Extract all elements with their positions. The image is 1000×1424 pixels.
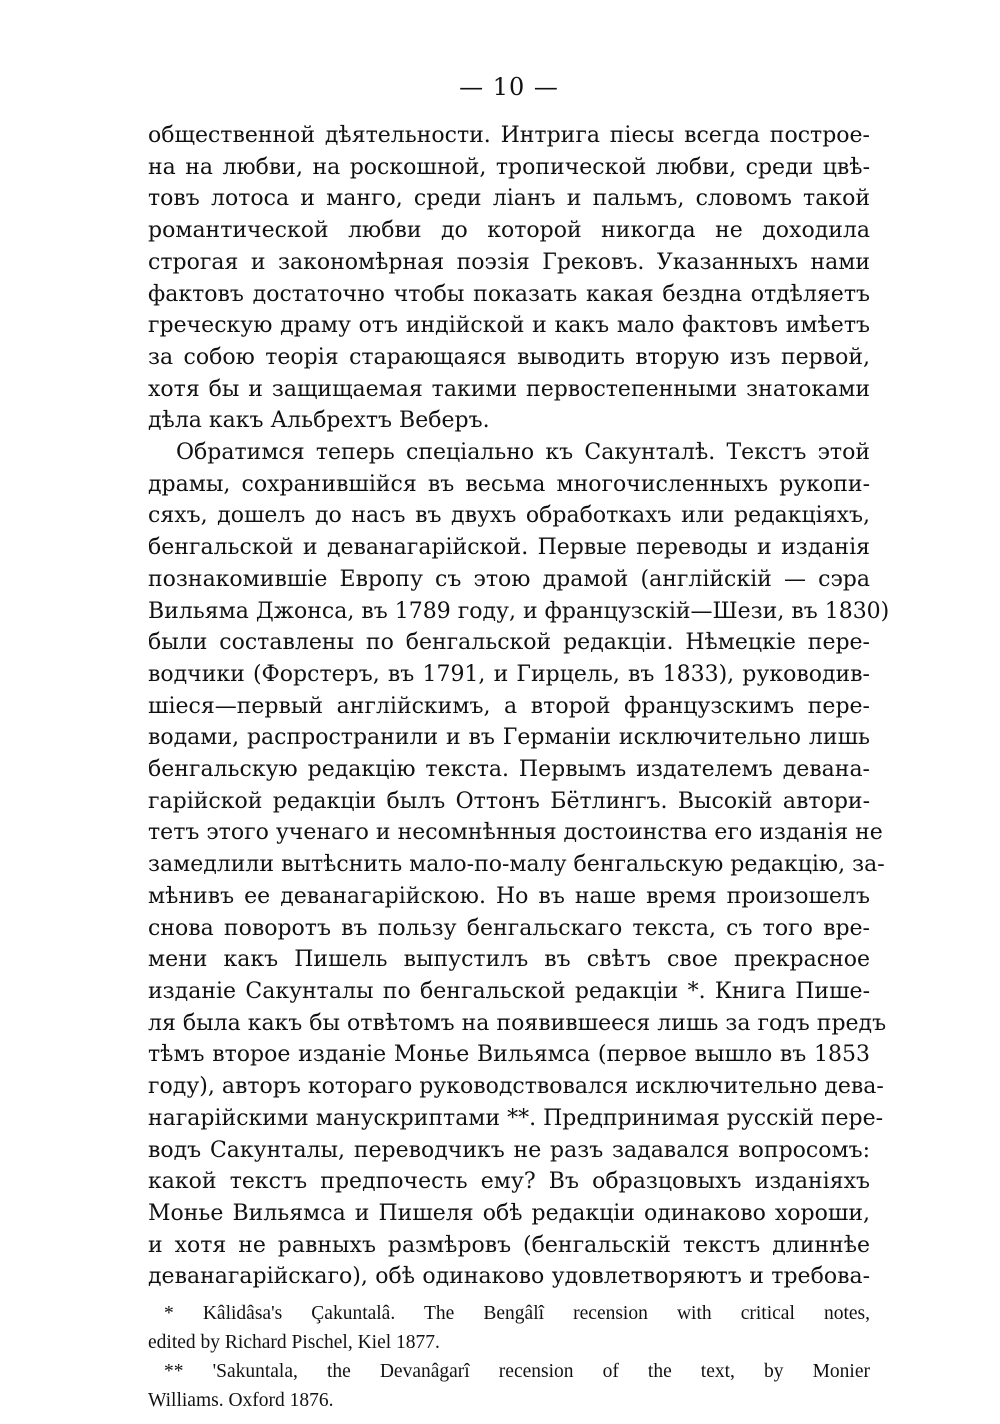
- text-line: какой текстъ предпочесть ему? Въ образцовыхъ изданіяхъ: [148, 1169, 870, 1195]
- text-line: бенгальской и деванагарійской. Первые переводы и изданія: [148, 535, 870, 561]
- text-line: были составлены по бенгальской редакціи. Нѣмецкіе пере-: [148, 630, 870, 656]
- text-line: бенгальскую редакцію текста. Первымъ издателемъ деванa-: [148, 757, 870, 783]
- text-line: драмы, сохранившійся въ весьма многочисленныхъ рукопи-: [148, 471, 870, 497]
- text-line: общественной дѣятельности. Интрига піесы всегда построе-: [148, 123, 870, 148]
- text-line: строгая и закономѣрная поэзія Грековъ. Указанныхъ нами: [148, 249, 870, 275]
- text-line: познакомившіе Европу съ этою драмой (англійскій — сэра: [148, 566, 870, 592]
- footnote-line: * Kâlidâsa's Çakuntalâ. The Bengâlî recension with critical notes,: [164, 1303, 870, 1325]
- text-line: шіеся—первый англійскимъ, а второй французскимъ пере-: [148, 693, 870, 719]
- text-line: Вильяма Джонса, въ 1789 году, и французскій—Шези, въ 1830): [148, 598, 890, 624]
- text-line: товъ лотоса и манго, среди ліанъ и пальмъ, словомъ такой: [148, 186, 870, 212]
- text-line: ля была какъ бы отвѣтомъ на появившееся лишь за годъ предъ: [148, 1010, 887, 1036]
- footnote-line: Williams. Oxford 1876.: [148, 1390, 334, 1412]
- text-line: Обратимся теперь спеціально къ Сакунталѣ. Текстъ этой: [176, 440, 870, 466]
- text-line: изданіе Сакунталы по бенгальской редакціи *. Книга Пише-: [148, 978, 870, 1004]
- text-line: нагарійскими манускриптами **. Предпринимая русскій пере-: [148, 1105, 884, 1131]
- text-line: романтической любви до которой никогда не доходила: [148, 218, 870, 244]
- text-line: греческую драму отъ индійской и какъ мало фактовъ имѣетъ: [148, 313, 870, 339]
- text-line: году), авторъ котораго руководствовался исключительно дева-: [148, 1074, 884, 1100]
- text-line: водами, распространили и въ Германіи исключительно лишь: [148, 725, 870, 751]
- text-line: замедлили вытѣснить мало-по-малу бенгальскую редакцію, за-: [148, 852, 885, 878]
- text-line: Монье Вильямса и Пишеля обѣ редакціи одинаково хороши,: [148, 1200, 870, 1226]
- text-line: сяхъ, дошелъ до насъ въ двухъ обработкахъ или редакціяхъ,: [148, 503, 870, 529]
- main-text: [148, 120, 890, 1293]
- footnotes: [148, 1299, 870, 1415]
- footnote-line: edited by Richard Pischel, Kiel 1877.: [148, 1332, 440, 1354]
- text-line: и хотя не равныхъ размѣровъ (бенгальскій текстъ длиннѣе: [148, 1232, 870, 1258]
- text-line: деванагарійскаго), обѣ одинаково удовлетворяютъ и требова-: [148, 1264, 870, 1290]
- text-line: мѣнивъ ее деванагарійскою. Но въ наше время произошелъ: [148, 883, 870, 909]
- text-line: мени какъ Пишель выпустилъ въ свѣтъ свое прекрасное: [148, 947, 870, 973]
- text-line: водъ Сакунталы, переводчикъ не разъ задавался вопросомъ:: [148, 1137, 870, 1163]
- text-line: водчики (Форстеръ, въ 1791, и Гирцель, въ 1833), руководив-: [148, 661, 870, 687]
- page-number: — 10 —: [459, 73, 559, 101]
- text-line: на на любви, на роскошной, тропической любви, среди цвѣ-: [148, 154, 870, 180]
- text-line: снова поворотъ въ пользу бенгальскаго текста, съ того вре-: [148, 915, 870, 941]
- text-line: дѣла какъ Альбрехтъ Веберъ.: [148, 408, 490, 434]
- text-line: тетъ этого ученаго и несомнѣнныя достоинства его изданія не: [148, 820, 883, 846]
- text-line: фактовъ достаточно чтобы показать какая бездна отдѣляетъ: [148, 281, 870, 307]
- book-page: [148, 70, 890, 1412]
- text-line: тѣмъ второе изданіе Монье Вильямса (первое вышло въ 1853: [148, 1042, 870, 1068]
- text-line: за собою теорія старающаяся выводить вторую изъ первой,: [148, 344, 870, 370]
- footnote-line: ** 'Sakuntala, the Devanâgarî recension of the text, by Monier: [164, 1361, 870, 1383]
- paragraph-2: [148, 437, 890, 1293]
- text-line: хотя бы и защищаемая такими первостепенными знатоками: [148, 376, 870, 402]
- paragraph-1: [148, 120, 870, 437]
- text-line: гарійской редакціи былъ Оттонъ Бётлингъ. Высокій автори-: [148, 788, 870, 814]
